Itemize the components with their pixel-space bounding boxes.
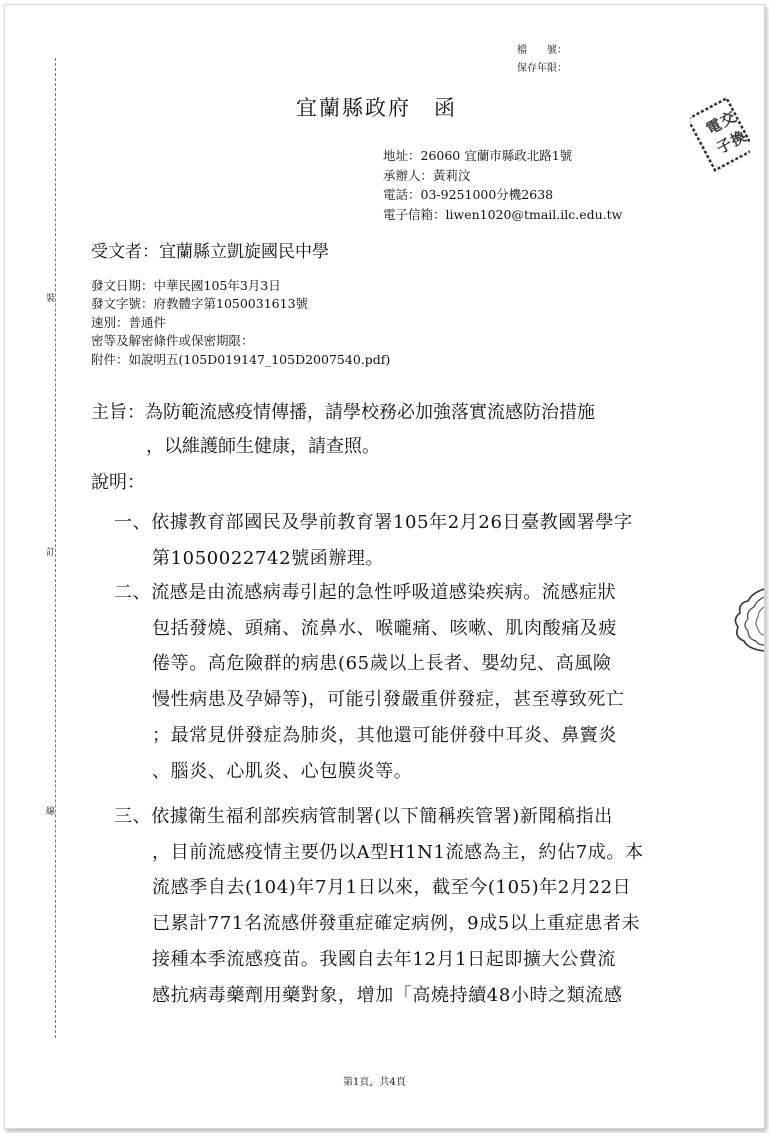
item-3-line-4: 已累計771名流感併發重症確定病例，9成5以上重症患者未: [152, 913, 641, 935]
side-seal: [728, 585, 764, 655]
stamp-char-2: 交: [717, 107, 739, 131]
item-2-line-1: 二、流感是由流感病毒引起的急性呼吸道感染疾病。流感症狀: [114, 582, 617, 603]
page-footer: 第1頁，共4頁: [343, 1077, 406, 1088]
item-1-line-2: 第1050022742號函辦理。: [152, 547, 385, 569]
issue-date: 發文日期：中華民國105年3月3日: [91, 278, 281, 293]
electronic-exchange-stamp: [690, 96, 750, 178]
stamp-char-4: 換: [727, 127, 750, 151]
item-2-line-3: 倦等。高危險群的病患(65歲以上長者、嬰幼兒、高風險: [152, 653, 612, 675]
file-number-label: 檔 號：: [517, 45, 567, 56]
item-3-line-2: ，目前流感疫情主要仍以A型H1N1流感為主，約佔7成。本: [152, 841, 644, 863]
binding-mark-xian: 線: [46, 805, 55, 820]
secrecy-level: 密等及解密條件或保密期限：: [91, 333, 254, 349]
document-title: 宜蘭縣政府 函: [296, 96, 457, 120]
delivery-speed: 速別：普通件: [91, 314, 167, 330]
subject-line-2: ，以維護師生健康，請查照。: [146, 436, 380, 457]
item-1-line-1: 一、依據教育部國民及學前教育署105年2月26日臺教國署學字: [114, 512, 633, 533]
binding-line: [55, 58, 56, 1038]
item-3-line-6: 感抗病毒藥劑用藥對象，增加「高燒持續48小時之類流感: [152, 984, 623, 1006]
item-3-line-1: 三、依據衛生福利部疾病管制署(以下簡稱疾管署)新聞稿指出: [114, 806, 613, 827]
recipient: 受文者：宜蘭縣立凱旋國民中學: [91, 242, 329, 262]
document-number: 發文字號：府教體字第1050031613號: [91, 296, 309, 312]
subject-line-1: 主旨：為防範流感疫情傳播，請學校務必加強落實流感防治措施: [91, 402, 595, 423]
stamp-char-3: 子: [713, 134, 736, 158]
binding-mark-ding: 訂: [46, 546, 55, 561]
item-2-line-4: 慢性病患及孕婦等)，可能引發嚴重併發症，甚至導致死亡: [152, 689, 625, 711]
attachment: 附件：如說明五(105D019147_105D2007540.pdf): [91, 351, 391, 367]
contact-email: 電子信箱：liwen1020@tmail.ilc.edu.tw: [383, 206, 623, 222]
stamp-char-1: 電: [703, 115, 725, 139]
item-3-line-5: 接種本季流感疫苗。我國自去年12月1日起即擴大公費流: [152, 948, 616, 970]
item-2-line-5: ；最常見併發症為肺炎，其他還可能併發中耳炎、鼻竇炎: [152, 724, 617, 746]
binding-mark-zhuang: 裝: [46, 292, 55, 307]
contact-address: 地址：26060 宜蘭市縣政北路1號: [383, 148, 573, 163]
item-2-line-6: 、腦炎、心肌炎、心包膜炎等。: [152, 760, 413, 782]
item-2-line-2: 包括發燒、頭痛、流鼻水、喉嚨痛、咳嗽、肌肉酸痛及疲: [152, 617, 617, 639]
item-3-line-3: 流感季自去(104)年7月1日以來，截至今(105)年2月22日: [152, 877, 632, 899]
retention-period-label: 保存年限：: [517, 63, 567, 74]
explanation-heading: 說明：: [91, 472, 145, 493]
contact-handler: 承辦人：黃莉汶: [383, 167, 471, 183]
contact-phone: 電話：03-9251000分機2638: [383, 187, 554, 202]
